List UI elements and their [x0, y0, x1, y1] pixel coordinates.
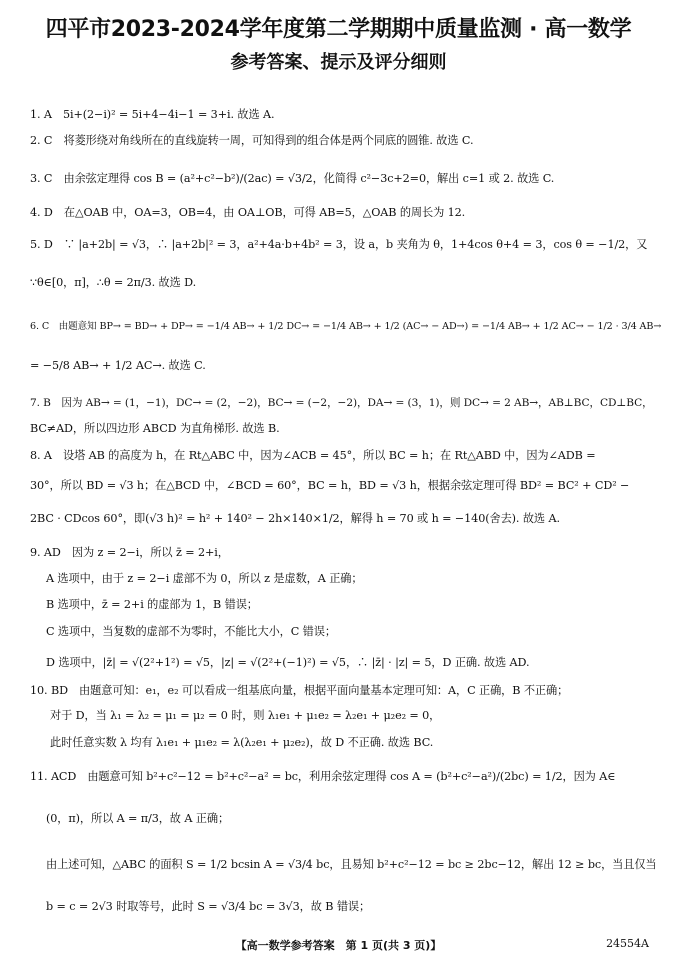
- answer-line: B 选项中，z̄ = 2+i 的虚部为 1，B 错误；: [46, 598, 258, 611]
- answer-line: 2BC · CDcos 60°，即(√3 h)² = h² + 140² − 2h×140×1/2，解得 h = 70 或 h = −140(舍去). 故选 A.: [30, 512, 560, 525]
- answer-line: C 选项中，当复数的虚部不为零时，不能比大小，C 错误；: [46, 625, 336, 638]
- page-footer: 【高一数学参考答案 第 1 页(共 3 页)】: [235, 939, 442, 952]
- page-title: 四平市2023-2024学年度第二学期期中质量监测 · 高一数学: [45, 17, 632, 42]
- answer-line: D 选项中，|z̄| = √(2²+1²) = √5，|z| = √(2²+(−1)²) = √5，∴ |z̄| · |z| = 5，D 正确. 故选 AD.: [46, 656, 530, 669]
- answer-line: (0，π)，所以 A = π/3，故 A 正确；: [46, 812, 230, 825]
- answer-line: 对于 D，当 λ₁ = λ₂ = μ₁ = μ₂ = 0 时，则 λ₁e₁ + μ₁e₂ = λ₂e₁ + μ₂e₂ = 0，: [50, 709, 441, 722]
- answer-line: 9. AD 因为 z = 2−i，所以 z̄ = 2+i，: [30, 546, 229, 559]
- answer-line: 30°，所以 BD = √3 h；在△BCD 中，∠BCD = 60°，BC = h，BD = √3 h，根据余弦定理可得 BD² = BC² + CD² −: [30, 479, 630, 492]
- answer-line: 8. A 设塔 AB 的高度为 h，在 Rt△ABC 中，因为∠ACB = 45°，所以 BC = h；在 Rt△ABD 中，因为∠ADB =: [30, 449, 596, 462]
- answer-line: 6. C 由题意知 BP→ = BD→ + DP→ = −1/4 AB→ + 1/2 DC→ = −1/4 AB→ + 1/2 (AC→ − AD→) = −1/4 AB→ + 1/2 AC→ − 1/2 · 3/4 AB→: [30, 321, 662, 332]
- answer-line: b = c = 2√3 时取等号，此时 S = √3/4 bc = 3√3，故 B 错误；: [46, 900, 371, 913]
- answer-line: 7. B 因为 AB→ = (1，−1)，DC→ = (2，−2)，BC→ = (−2，−2)，DA→ = (3，1)，则 DC→ = 2 AB→，AB⊥BC，CD⊥BC，: [30, 397, 653, 409]
- answer-line: 3. C 由余弦定理得 cos B = (a²+c²−b²)/(2ac) = √3/2，化简得 c²−3c+2=0，解出 c=1 或 2. 故选 C.: [30, 172, 555, 185]
- answer-line: = −5/8 AB→ + 1/2 AC→. 故选 C.: [30, 359, 206, 372]
- answer-line: BC≠AD，所以四边形 ABCD 为直角梯形. 故选 B.: [30, 422, 280, 435]
- document-code: 24554A: [606, 937, 649, 950]
- page-subtitle: 参考答案、提示及评分细则: [230, 52, 447, 73]
- answer-line: 1. A 5i+(2−i)² = 5i+4−4i−1 = 3+i. 故选 A.: [30, 108, 275, 121]
- answer-line: A 选项中，由于 z = 2−i 虚部不为 0，所以 z 是虚数，A 正确；: [46, 572, 363, 585]
- answer-line: 10. BD 由题意可知：e₁，e₂ 可以看成一组基底向量，根据平面向量基本定理可知：A，C 正确，B 不正确；: [30, 684, 569, 697]
- answer-line: 5. D ∵ |a+2b| = √3，∴ |a+2b|² = 3，a²+4a·b+4b² = 3，设 a，b 夹角为 θ，1+4cos θ+4 = 3，cos θ = −1/2，又: [30, 238, 648, 251]
- answer-line: 此时任意实数 λ 均有 λ₁e₁ + μ₁e₂ = λ(λ₂e₁ + μ₂e₂)，故 D 不正确. 故选 BC.: [50, 736, 434, 749]
- answer-line: 2. C 将菱形绕对角线所在的直线旋转一周，可知得到的组合体是两个同底的圆锥. 故选 C.: [30, 134, 474, 147]
- answer-line: ∵θ∈[0，π]，∴θ = 2π/3. 故选 D.: [30, 276, 197, 289]
- answer-line: 由上述可知，△ABC 的面积 S = 1/2 bcsin A = √3/4 bc，且易知 b²+c²−12 = bc ≥ 2bc−12，解出 12 ≥ bc，当且仅当: [46, 858, 657, 871]
- answer-line: 4. D 在△OAB 中，OA=3，OB=4，由 OA⊥OB，可得 AB=5，△OAB 的周长为 12.: [30, 206, 466, 219]
- answer-line: 11. ACD 由题意可知 b²+c²−12 = b²+c²−a² = bc，利用余弦定理得 cos A = (b²+c²−a²)/(2bc) = 1/2，因为 A∈: [30, 770, 616, 783]
